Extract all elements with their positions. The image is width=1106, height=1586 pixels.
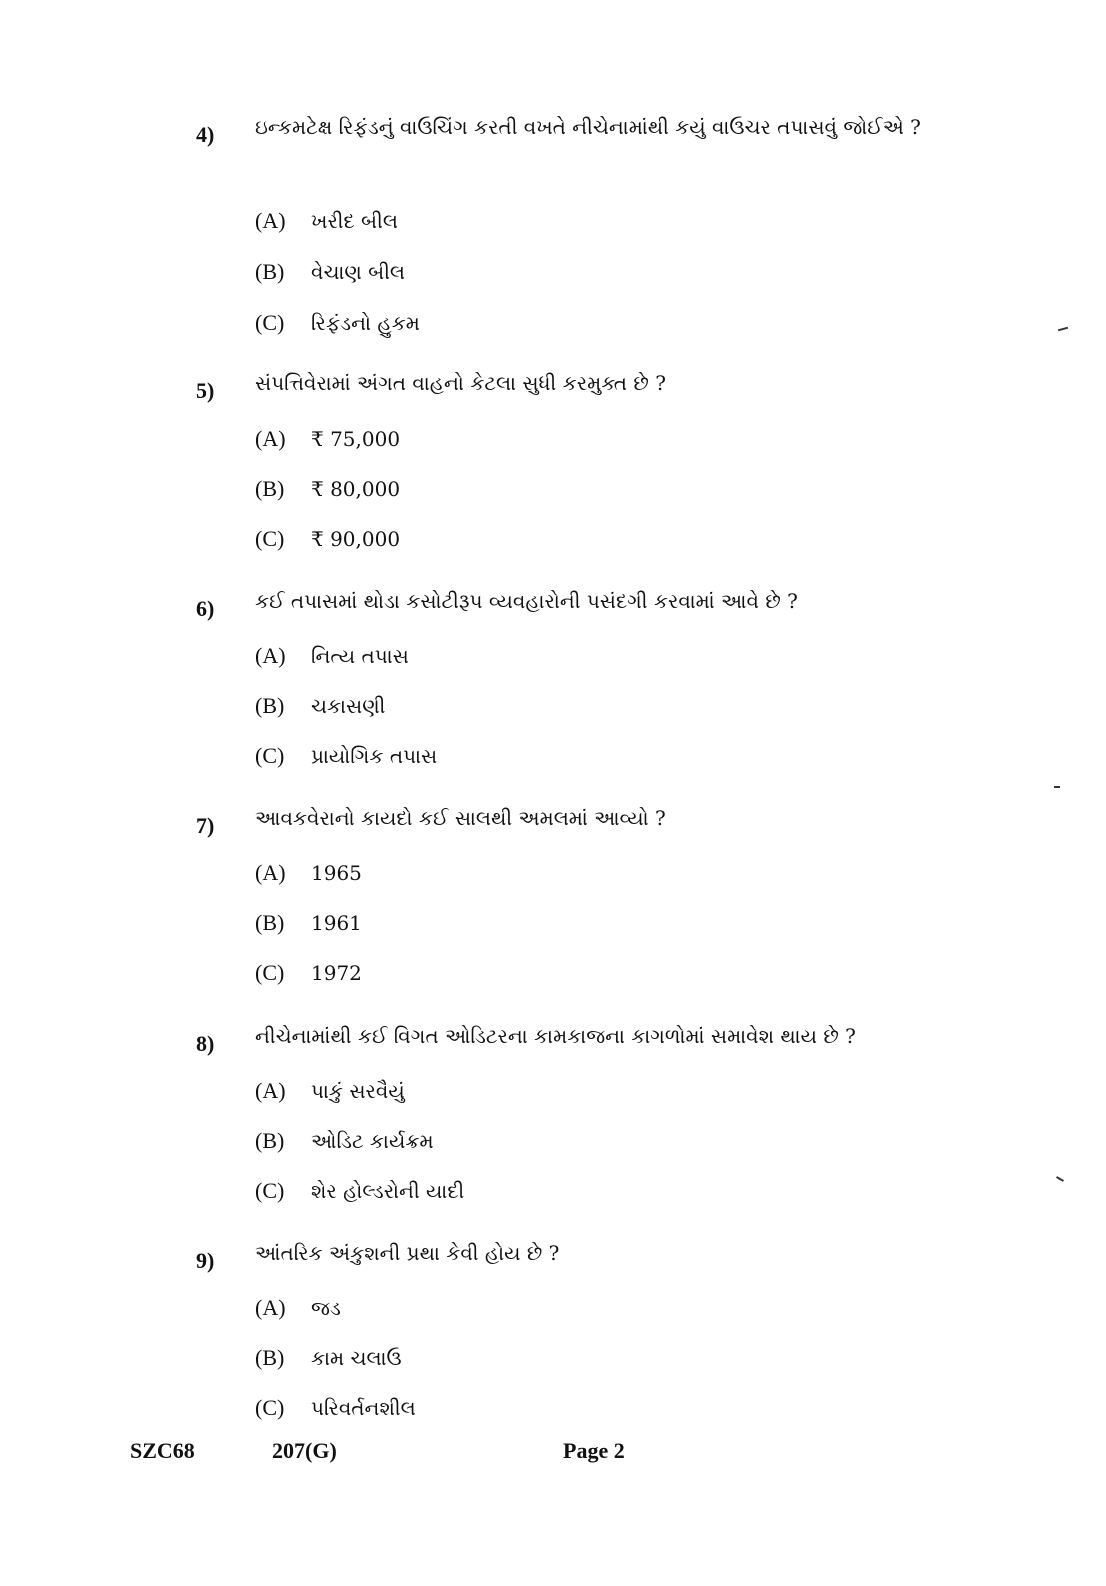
question-number: 4) [196, 122, 215, 147]
footer-code: SZC68 [130, 1438, 195, 1463]
option-label: (C) [255, 526, 285, 551]
option-label: (C) [255, 1395, 285, 1420]
option-text: શેર હોલ્ડરોની યાદી [311, 1179, 465, 1203]
question-number: 9) [196, 1248, 215, 1273]
question-text: આંતરિક અંકુશની પ્રથા કેવી હોય છે ? [255, 1241, 560, 1265]
footer-page-number: Page 2 [563, 1438, 625, 1463]
option-label: (B) [255, 476, 285, 501]
question-text: ઇન્કમટેક્ષ રિફંડનું વાઉચિંગ કરતી વખતે નીચેનામાંથી કયું વાઉચર તપાસવું જોઈએ ? [255, 115, 921, 139]
option-a [255, 643, 409, 669]
scan-mark [1054, 786, 1060, 788]
option-label: (B) [255, 910, 285, 935]
option-c [255, 743, 437, 769]
option-label: (C) [255, 960, 285, 985]
option-label: (B) [255, 1128, 285, 1153]
scan-mark [1056, 1176, 1064, 1182]
option-label: (A) [255, 860, 286, 885]
option-a [255, 860, 362, 886]
option-c [255, 310, 420, 336]
option-text: ચકાસણી [311, 694, 386, 718]
option-label: (C) [255, 1178, 285, 1203]
option-text: પાકું સરવૈયું [311, 1079, 405, 1103]
option-a [255, 1295, 341, 1321]
question-number: 7) [196, 813, 215, 838]
option-a [255, 1078, 405, 1104]
option-label: (A) [255, 1295, 286, 1320]
option-text: કામ ચલાઉ [311, 1346, 402, 1370]
option-text: 1961 [311, 911, 362, 935]
option-label: (B) [255, 1345, 285, 1370]
option-label: (A) [255, 643, 286, 668]
footer-paper: 207(G) [272, 1438, 337, 1463]
option-c [255, 1178, 464, 1204]
option-b [255, 1128, 434, 1154]
option-text: પરિવર્તનશીલ [311, 1396, 416, 1420]
question-text: નીચેનામાંથી કઈ વિગત ઓડિટરના કામકાજના કાગળોમાં સમાવેશ થાય છે ? [255, 1024, 856, 1048]
question-text: આવકવેરાનો કાયદો કઈ સાલથી અમલમાં આવ્યો ? [255, 806, 666, 830]
option-text: 1972 [311, 961, 362, 985]
option-text: 1965 [311, 861, 362, 885]
option-label: (B) [255, 693, 285, 718]
option-text: ₹ 80,000 [311, 477, 401, 501]
option-c [255, 1395, 416, 1421]
option-b [255, 1345, 402, 1371]
option-text: નિત્ય તપાસ [311, 644, 409, 668]
option-label: (A) [255, 208, 286, 233]
option-text: વેચાણ બીલ [311, 260, 406, 284]
option-text: ₹ 90,000 [311, 527, 401, 551]
option-text: પ્રાયોગિક તપાસ [311, 744, 438, 768]
option-label: (B) [255, 259, 285, 284]
option-c [255, 960, 362, 986]
option-b [255, 693, 385, 719]
option-b [255, 259, 405, 285]
question-text: સંપત્તિવેરામાં અંગત વાહનો કેટલા સુધી કરમુક્ત છે ? [255, 371, 666, 395]
option-b [255, 910, 362, 936]
scan-mark [1058, 327, 1068, 332]
option-label: (A) [255, 1078, 286, 1103]
option-label: (A) [255, 426, 286, 451]
option-a [255, 208, 398, 234]
option-label: (C) [255, 743, 285, 768]
option-text: જડ [311, 1296, 341, 1320]
option-a [255, 426, 400, 452]
option-c [255, 526, 400, 552]
option-b [255, 476, 400, 502]
question-text: કઈ તપાસમાં થોડા કસોટીરૂપ વ્યવહારોની પસંદગી કરવામાં આવે છે ? [255, 589, 798, 613]
question-number: 6) [196, 596, 215, 621]
question-number: 8) [196, 1031, 215, 1056]
option-text: ખરીદ બીલ [311, 209, 398, 233]
option-label: (C) [255, 310, 285, 335]
option-text: ઓડિટ કાર્યક્રમ [311, 1129, 434, 1153]
option-text: ₹ 75,000 [311, 427, 401, 451]
option-text: રિફંડનો હુકમ [311, 311, 420, 335]
question-number: 5) [196, 378, 215, 403]
